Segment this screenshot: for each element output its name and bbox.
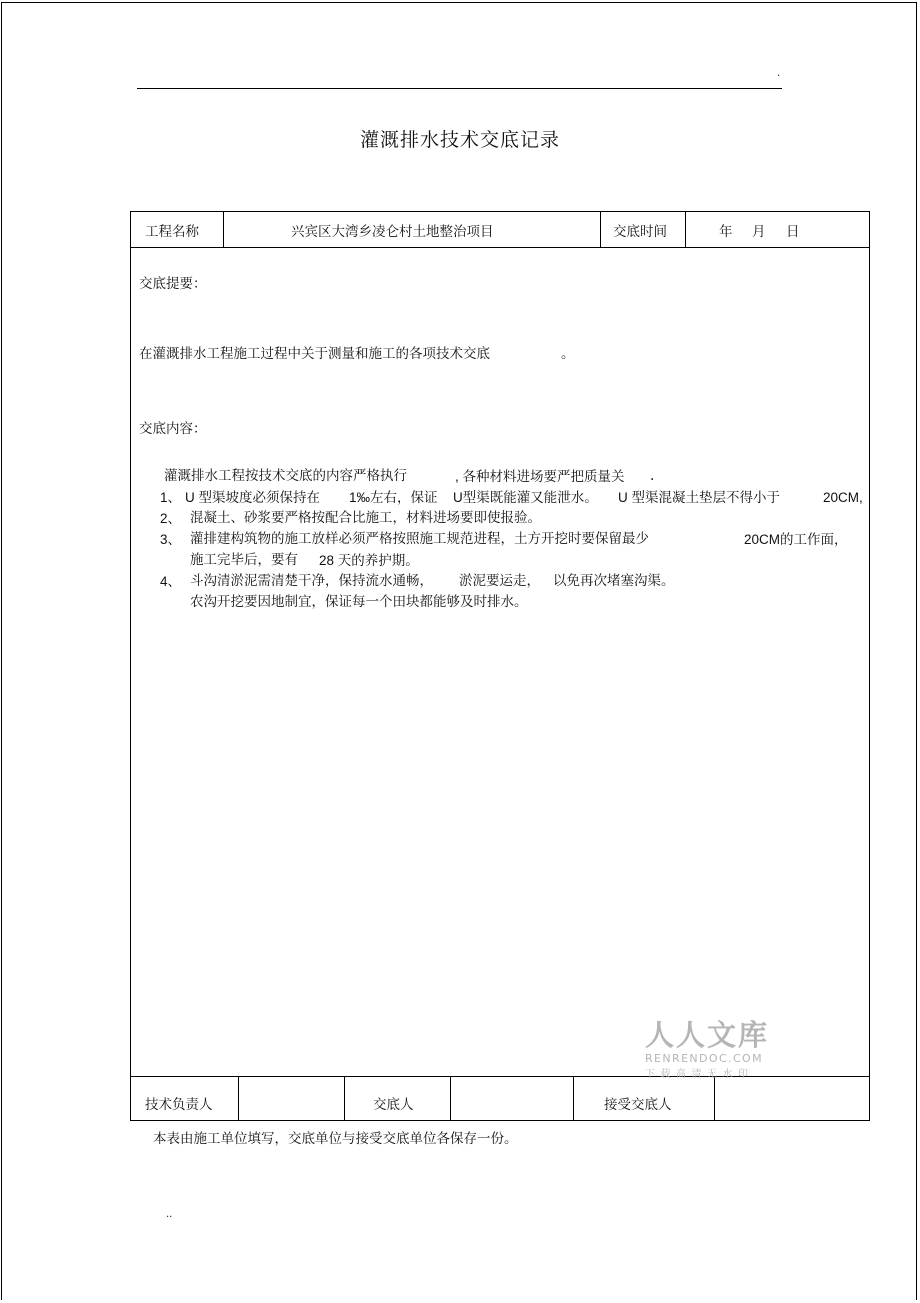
- item1-number: 1、: [160, 490, 182, 505]
- summary-end: 。: [561, 346, 575, 362]
- watermark-brand: 人人文库: [645, 1018, 770, 1052]
- watermark: [645, 1013, 775, 1080]
- item2-number: 2、: [160, 511, 182, 526]
- page-title: 灌溉排水技术交底记录: [359, 129, 560, 151]
- content-intro-end: .: [650, 468, 655, 484]
- footnote: 本表由施工单位填写，交底单位与接受交底单位各保存一份。: [153, 1131, 518, 1147]
- date-year: 年: [719, 224, 733, 240]
- signature-col-divider: [450, 1076, 451, 1121]
- item4-text: 淤泥要运走，: [459, 573, 540, 589]
- item1-text: U 型渠坡度必须保持在: [185, 490, 320, 505]
- content-intro: 灌溉排水工程按技术交底的内容严格执行: [164, 468, 407, 484]
- item3-text: 20CM的工作面，: [744, 532, 848, 547]
- item1-text: U型渠既能灌又能泄水。: [453, 490, 598, 505]
- signature-col-divider: [714, 1076, 715, 1121]
- watermark-url: RENRENDOC.COM: [645, 1052, 763, 1065]
- disclosure-time-label: 交底时间: [613, 224, 667, 240]
- signature-col-divider: [573, 1076, 574, 1121]
- project-name-value: 兴宾区大湾乡凌仑村土地整治项目: [291, 224, 494, 240]
- disclosure-form: [130, 211, 870, 1121]
- corner-mark: .: [777, 68, 781, 79]
- item1-text: 20CM,: [823, 490, 863, 505]
- item4-text: 以免再次堵塞沟渠。: [553, 573, 675, 589]
- tech-lead-label: 技术负责人: [145, 1097, 213, 1113]
- item3-text: 施工完毕后，要有: [190, 552, 298, 568]
- info-row-divider: [131, 247, 869, 248]
- content-intro-cont: , 各种材料进场要严把质量关: [455, 469, 625, 484]
- item4-text: 斗沟清淤泥需清楚干净，保持流水通畅，: [190, 573, 433, 589]
- bottom-mark: ..: [166, 1209, 173, 1220]
- discloser-label: 交底人: [373, 1097, 414, 1113]
- info-col-divider: [600, 212, 601, 247]
- summary-text: 在灌溉排水工程施工过程中关于测量和施工的各项技术交底: [139, 346, 490, 362]
- item3-number: 3、: [160, 532, 182, 547]
- info-col-divider: [685, 212, 686, 247]
- item3-text: 灌排建构筑物的施工放样必须严格按照施工规范进程，土方开挖时要保留最少: [190, 531, 649, 547]
- summary-label: 交底提要：: [139, 276, 207, 292]
- header-rule: [137, 88, 782, 89]
- content-label: 交底内容：: [139, 421, 207, 437]
- date-day: 日: [786, 224, 800, 240]
- item4-text: 农沟开挖要因地制宜，保证每一个田块都能够及时排水。: [190, 594, 528, 610]
- date-month: 月: [752, 224, 766, 240]
- info-col-divider: [223, 212, 224, 247]
- item1-text: U 型渠混凝土垫层不得小于: [618, 490, 780, 505]
- item2-text: 混凝土、砂浆要严格按配合比施工，材料进场要即使报验。: [190, 510, 541, 526]
- watermark-slogan: 下载高清无水印: [645, 1069, 754, 1080]
- project-name-label: 工程名称: [145, 224, 199, 240]
- item1-text: 1‰左右，保证: [349, 490, 438, 505]
- signature-col-divider: [344, 1076, 345, 1121]
- receiver-label: 接受交底人: [604, 1097, 672, 1113]
- item3-text: 28 天的养护期。: [319, 553, 419, 568]
- signature-col-divider: [238, 1076, 239, 1121]
- item4-number: 4、: [160, 574, 182, 589]
